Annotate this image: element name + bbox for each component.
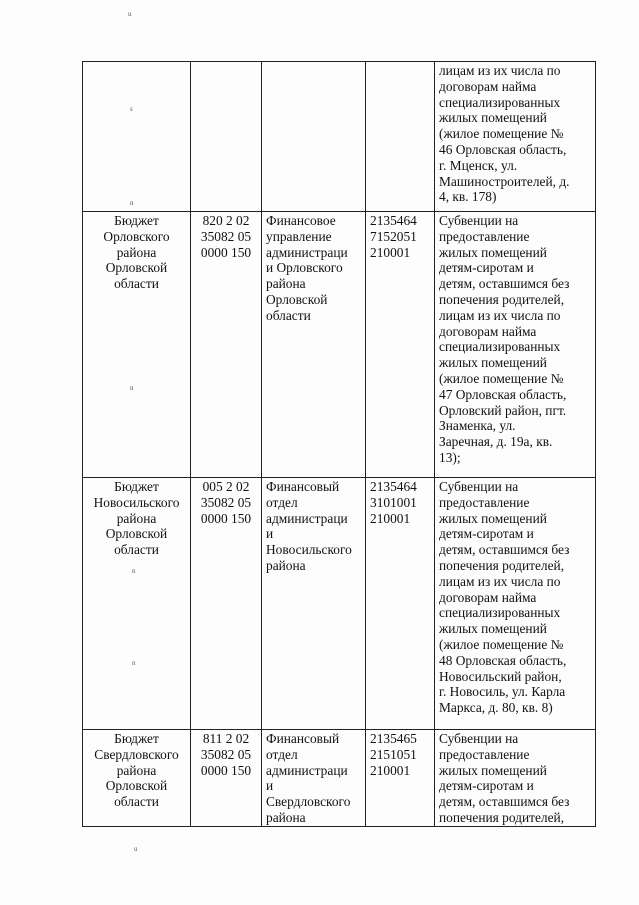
scan-mark-side-4: n	[132, 567, 136, 575]
administrator-cell: Финансовый отдел администраци и Новосильского района	[262, 478, 366, 730]
budget-code-cell: 005 2 02 35082 05 0000 150	[191, 478, 262, 730]
budget-cell: Бюджет Свердловского района Орловской области	[83, 730, 191, 827]
purpose-cell: Субвенции на предоставление жилых помещений детям-сиротам и детям, оставшимся без попечения родителей,	[435, 730, 596, 827]
table-row	[83, 212, 596, 478]
scan-mark-side-5: n	[132, 659, 136, 667]
purpose-cell: Субвенции на предоставление жилых помещений детям-сиротам и детям, оставшимся без попечения родителей, лицам из их числа по договорам найма специализированных жилых помещений (жилое помещение № 48 Орловская область, Новосильский район, г. Новосиль, ул. Карла Маркса, д. 80, кв. 8)	[435, 478, 596, 730]
budget-code-cell: 820 2 02 35082 05 0000 150	[191, 212, 262, 478]
account-code-cell: 2135464 3101001 210001	[366, 478, 435, 730]
budget-cell: Бюджет Орловского района Орловской области	[83, 212, 191, 478]
purpose-cell: лицам из их числа по договорам найма специализированных жилых помещений (жилое помещение № 46 Орловская область, г. Мценск, ул. Машиностроителей, д. 4, кв. 178)	[435, 62, 596, 212]
administrator-cell	[262, 62, 366, 212]
table-row	[83, 478, 596, 730]
scan-mark-side-3: n	[130, 384, 134, 392]
account-code-cell: 2135464 7152051 210001	[366, 212, 435, 478]
scan-mark-bottom: u	[134, 845, 138, 853]
scan-mark-side-1: s	[130, 105, 133, 113]
scan-mark-top: u	[128, 10, 132, 18]
budget-code-cell: 811 2 02 35082 05 0000 150	[191, 730, 262, 827]
administrator-cell: Финансовый отдел администраци и Свердловского района	[262, 730, 366, 827]
scan-mark-side-2: n	[130, 199, 134, 207]
purpose-cell: Субвенции на предоставление жилых помещений детям-сиротам и детям, оставшимся без попечения родителей, лицам из их числа по договорам найма специализированных жилых помещений (жилое помещение № 47 Орловская область, Орловский район, пгт. Знаменка, ул. Заречная, д. 19а, кв. 13);	[435, 212, 596, 478]
table-row	[83, 62, 596, 212]
budget-code-cell	[191, 62, 262, 212]
account-code-cell	[366, 62, 435, 212]
account-code-cell: 2135465 2151051 210001	[366, 730, 435, 827]
budget-cell: Бюджет Новосильского района Орловской области	[83, 478, 191, 730]
subsidy-table	[82, 61, 596, 827]
table-row	[83, 730, 596, 827]
budget-cell	[83, 62, 191, 212]
administrator-cell: Финансовое управление администраци и Орловского района Орловской области	[262, 212, 366, 478]
